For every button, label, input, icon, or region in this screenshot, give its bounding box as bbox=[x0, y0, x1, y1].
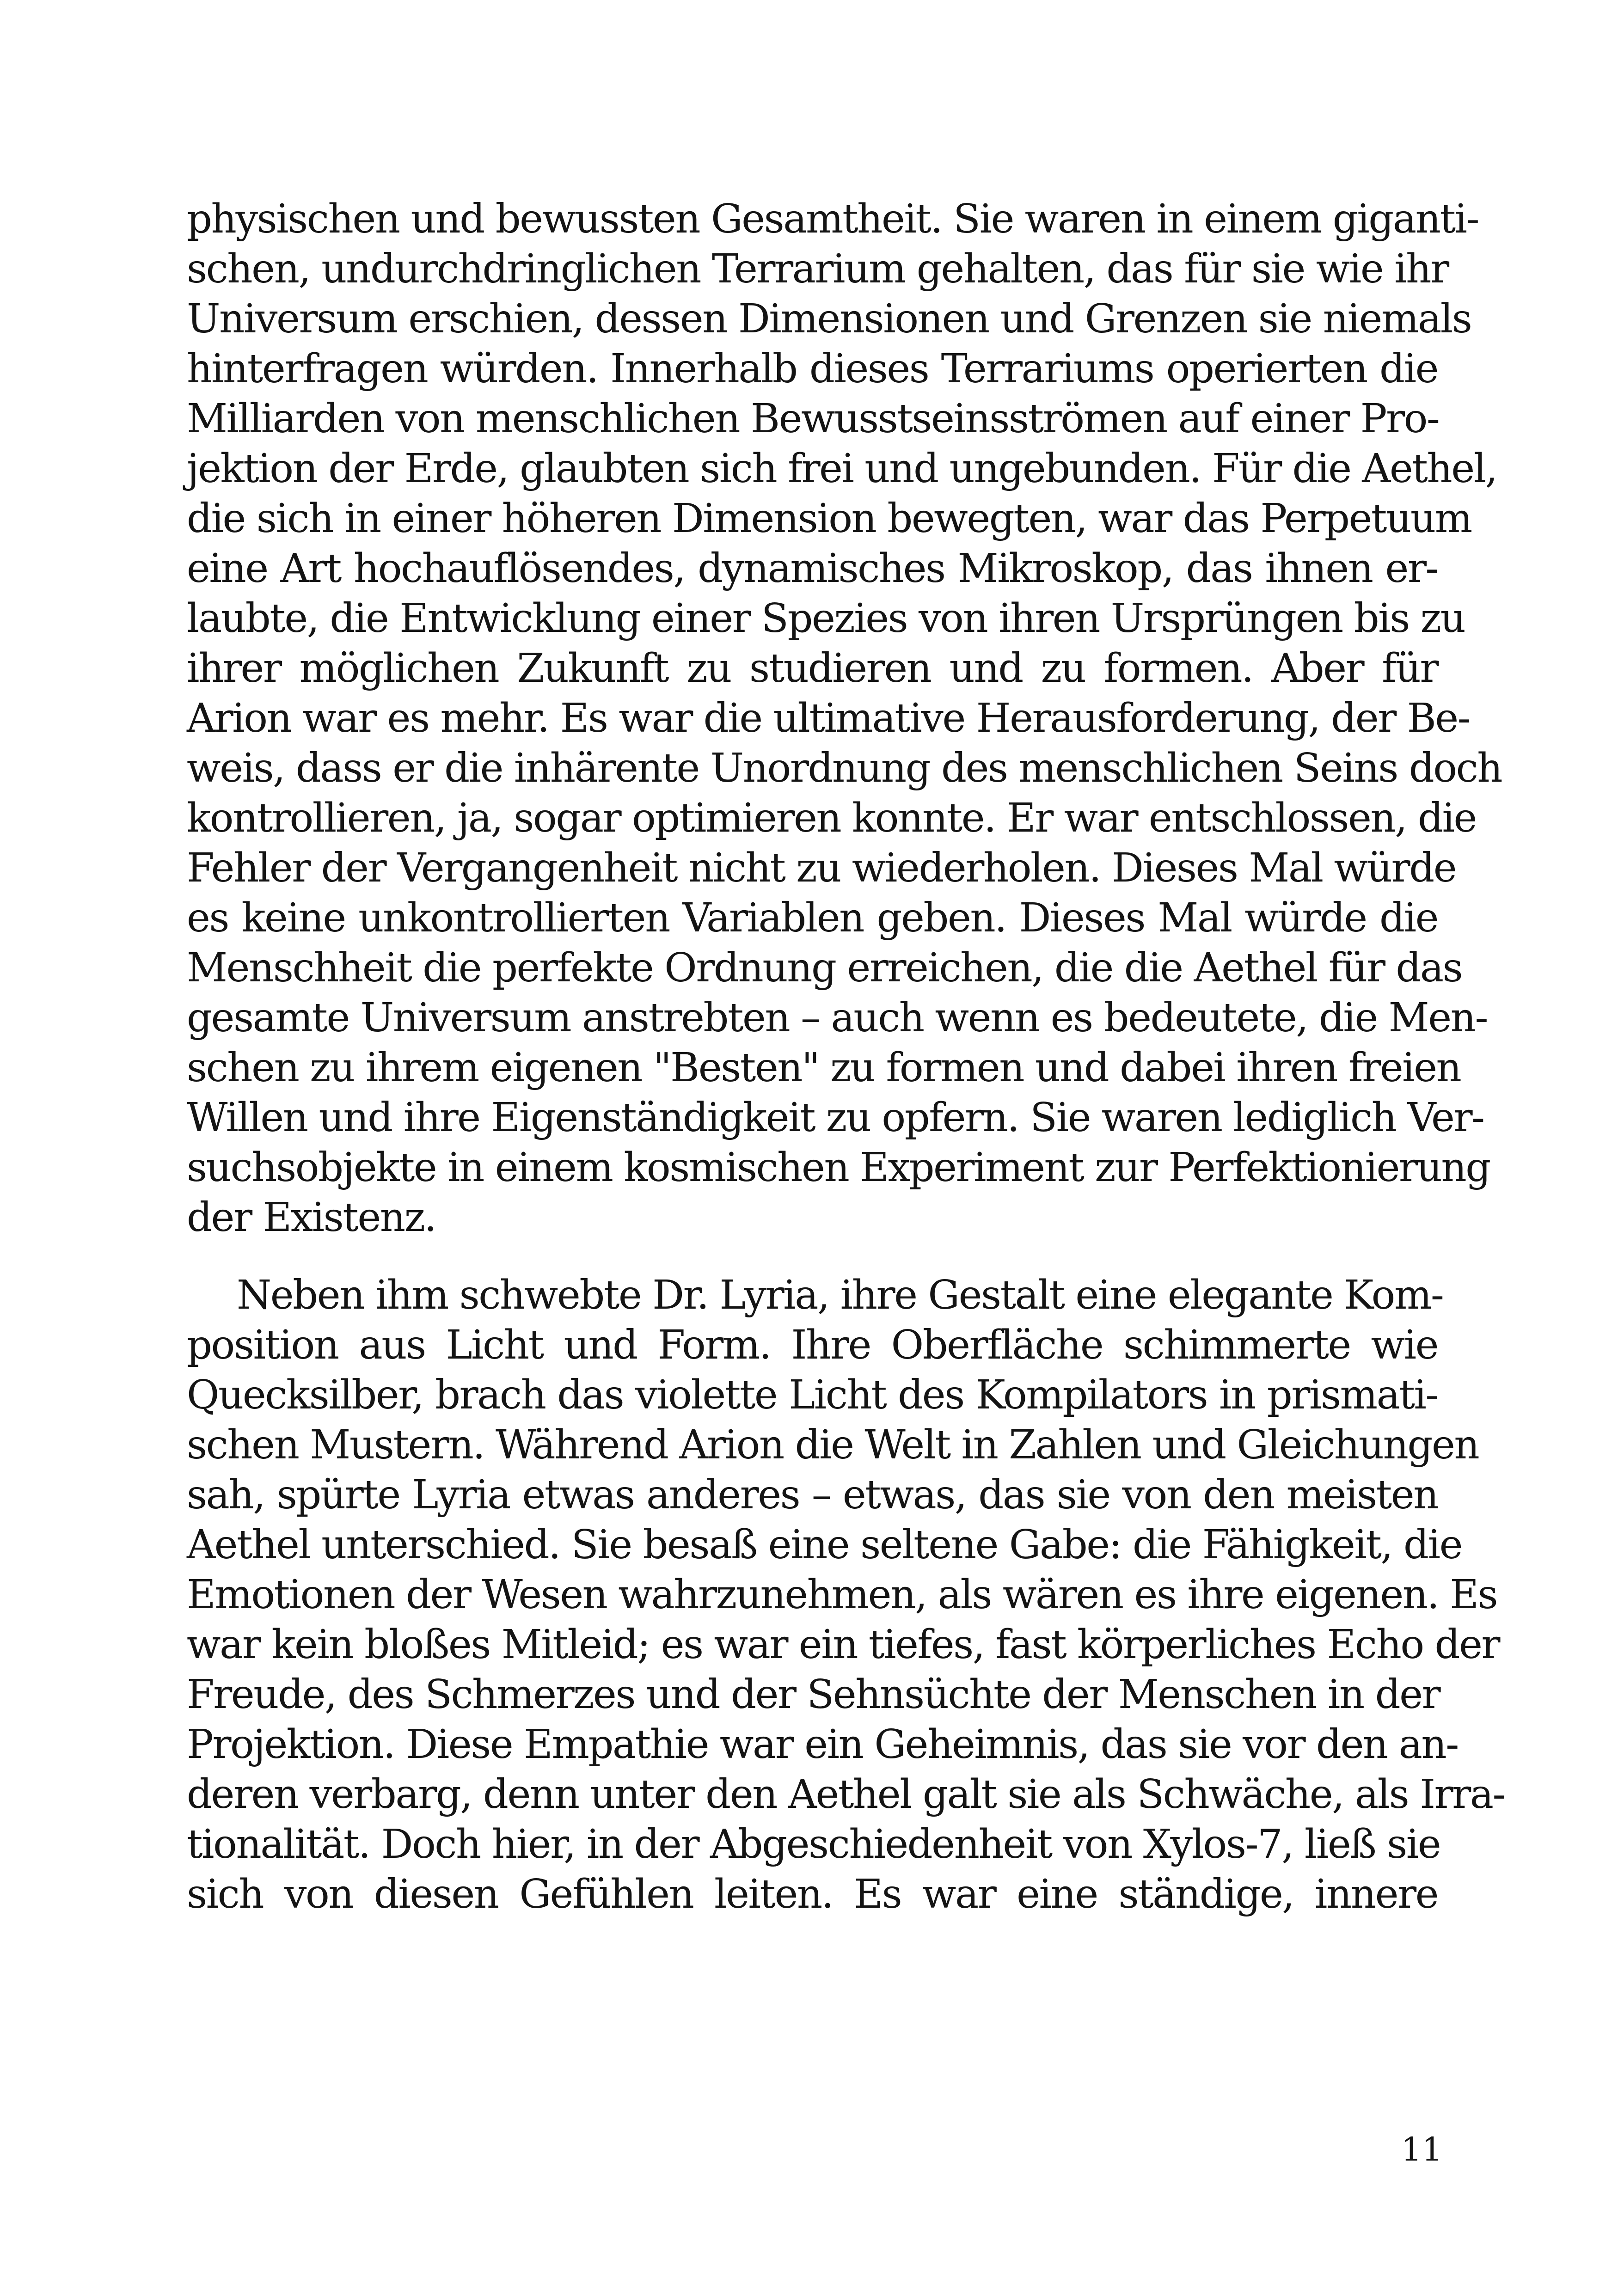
text-line: der Existenz. bbox=[187, 1194, 436, 1241]
text-line: Fehler der Vergangenheit nicht zu wiederholen. Dieses Mal würde bbox=[187, 845, 1456, 891]
text-line: weis, dass er die inhärente Unordnung des menschlichen Seins doch bbox=[187, 745, 1502, 791]
text-line: ihrer möglichen Zukunft zu studieren und zu formen. Aber für bbox=[187, 645, 1438, 692]
text-line: Arion war es mehr. Es war die ultimative Herausforderung, der Be- bbox=[187, 695, 1470, 741]
text-line: Aethel unterschied. Sie besaß eine seltene Gabe: die Fähigkeit, die bbox=[187, 1522, 1462, 1568]
text-line: war kein bloßes Mitleid; es war ein tiefes, fast körperliches Echo der bbox=[187, 1622, 1500, 1668]
page-number: 11 bbox=[1401, 2131, 1442, 2168]
text-line: laubte, die Entwicklung einer Spezies von ihren Ursprüngen bis zu bbox=[187, 595, 1465, 642]
text-line: schen, undurchdringlichen Terrarium gehalten, das für sie wie ihr bbox=[187, 246, 1448, 292]
body-text bbox=[187, 194, 1505, 1919]
text-line: schen zu ihrem eigenen "Besten" zu formen und dabei ihren freien bbox=[187, 1045, 1461, 1091]
text-line: position aus Licht und Form. Ihre Oberfläche schimmerte wie bbox=[187, 1322, 1438, 1368]
text-line: jektion der Erde, glaubten sich frei und ungebunden. Für die Aethel, bbox=[187, 446, 1497, 492]
text-line: Projektion. Diese Empathie war ein Geheimnis, das sie vor den an- bbox=[187, 1721, 1458, 1768]
text-line: Neben ihm schwebte Dr. Lyria, ihre Gestalt eine elegante Kom- bbox=[237, 1272, 1443, 1318]
paragraph-1 bbox=[187, 194, 1502, 1243]
text-line: Milliarden von menschlichen Bewusstseinsströmen auf einer Pro- bbox=[187, 396, 1439, 442]
text-line: sah, spürte Lyria etwas anderes – etwas, das sie von den meisten bbox=[187, 1472, 1438, 1518]
text-line: physischen und bewussten Gesamtheit. Sie waren in einem giganti- bbox=[187, 196, 1479, 242]
text-line: Universum erschien, dessen Dimensionen und Grenzen sie niemals bbox=[187, 296, 1471, 342]
text-line: eine Art hochauflösendes, dynamisches Mikroskop, das ihnen er- bbox=[187, 545, 1438, 592]
text-line: suchsobjekte in einem kosmischen Experiment zur Perfektionierung bbox=[187, 1145, 1490, 1191]
text-line: Quecksilber, brach das violette Licht des Kompilators in prismati- bbox=[187, 1372, 1438, 1418]
text-line: Emotionen der Wesen wahrzunehmen, als wären es ihre eigenen. Es bbox=[187, 1572, 1497, 1618]
text-line: gesamte Universum anstrebten – auch wenn es bedeutete, die Men- bbox=[187, 995, 1488, 1041]
text-line: Willen und ihre Eigenständigkeit zu opfern. Sie waren lediglich Ver- bbox=[187, 1095, 1484, 1141]
paragraph-2 bbox=[187, 1270, 1505, 1919]
text-line: es keine unkontrollierten Variablen geben. Dieses Mal würde die bbox=[187, 895, 1438, 941]
text-line: Freude, des Schmerzes und der Sehnsüchte der Menschen in der bbox=[187, 1671, 1440, 1718]
text-line: schen Mustern. Während Arion die Welt in Zahlen und Gleichungen bbox=[187, 1422, 1479, 1468]
paragraph-spacer bbox=[187, 1243, 1438, 1270]
text-line: die sich in einer höheren Dimension bewegten, war das Perpetuum bbox=[187, 496, 1471, 542]
text-line: kontrollieren, ja, sogar optimieren konnte. Er war entschlossen, die bbox=[187, 795, 1476, 841]
text-line: sich von diesen Gefühlen leiten. Es war eine ständige, innere bbox=[187, 1871, 1438, 1917]
text-line: tionalität. Doch hier, in der Abgeschiedenheit von Xylos-7, ließ sie bbox=[187, 1821, 1440, 1867]
text-line: hinterfragen würden. Innerhalb dieses Terrariums operierten die bbox=[187, 346, 1438, 392]
text-line: Menschheit die perfekte Ordnung erreichen, die die Aethel für das bbox=[187, 945, 1462, 991]
text-line: deren verbarg, denn unter den Aethel galt sie als Schwäche, als Irra- bbox=[187, 1771, 1505, 1818]
